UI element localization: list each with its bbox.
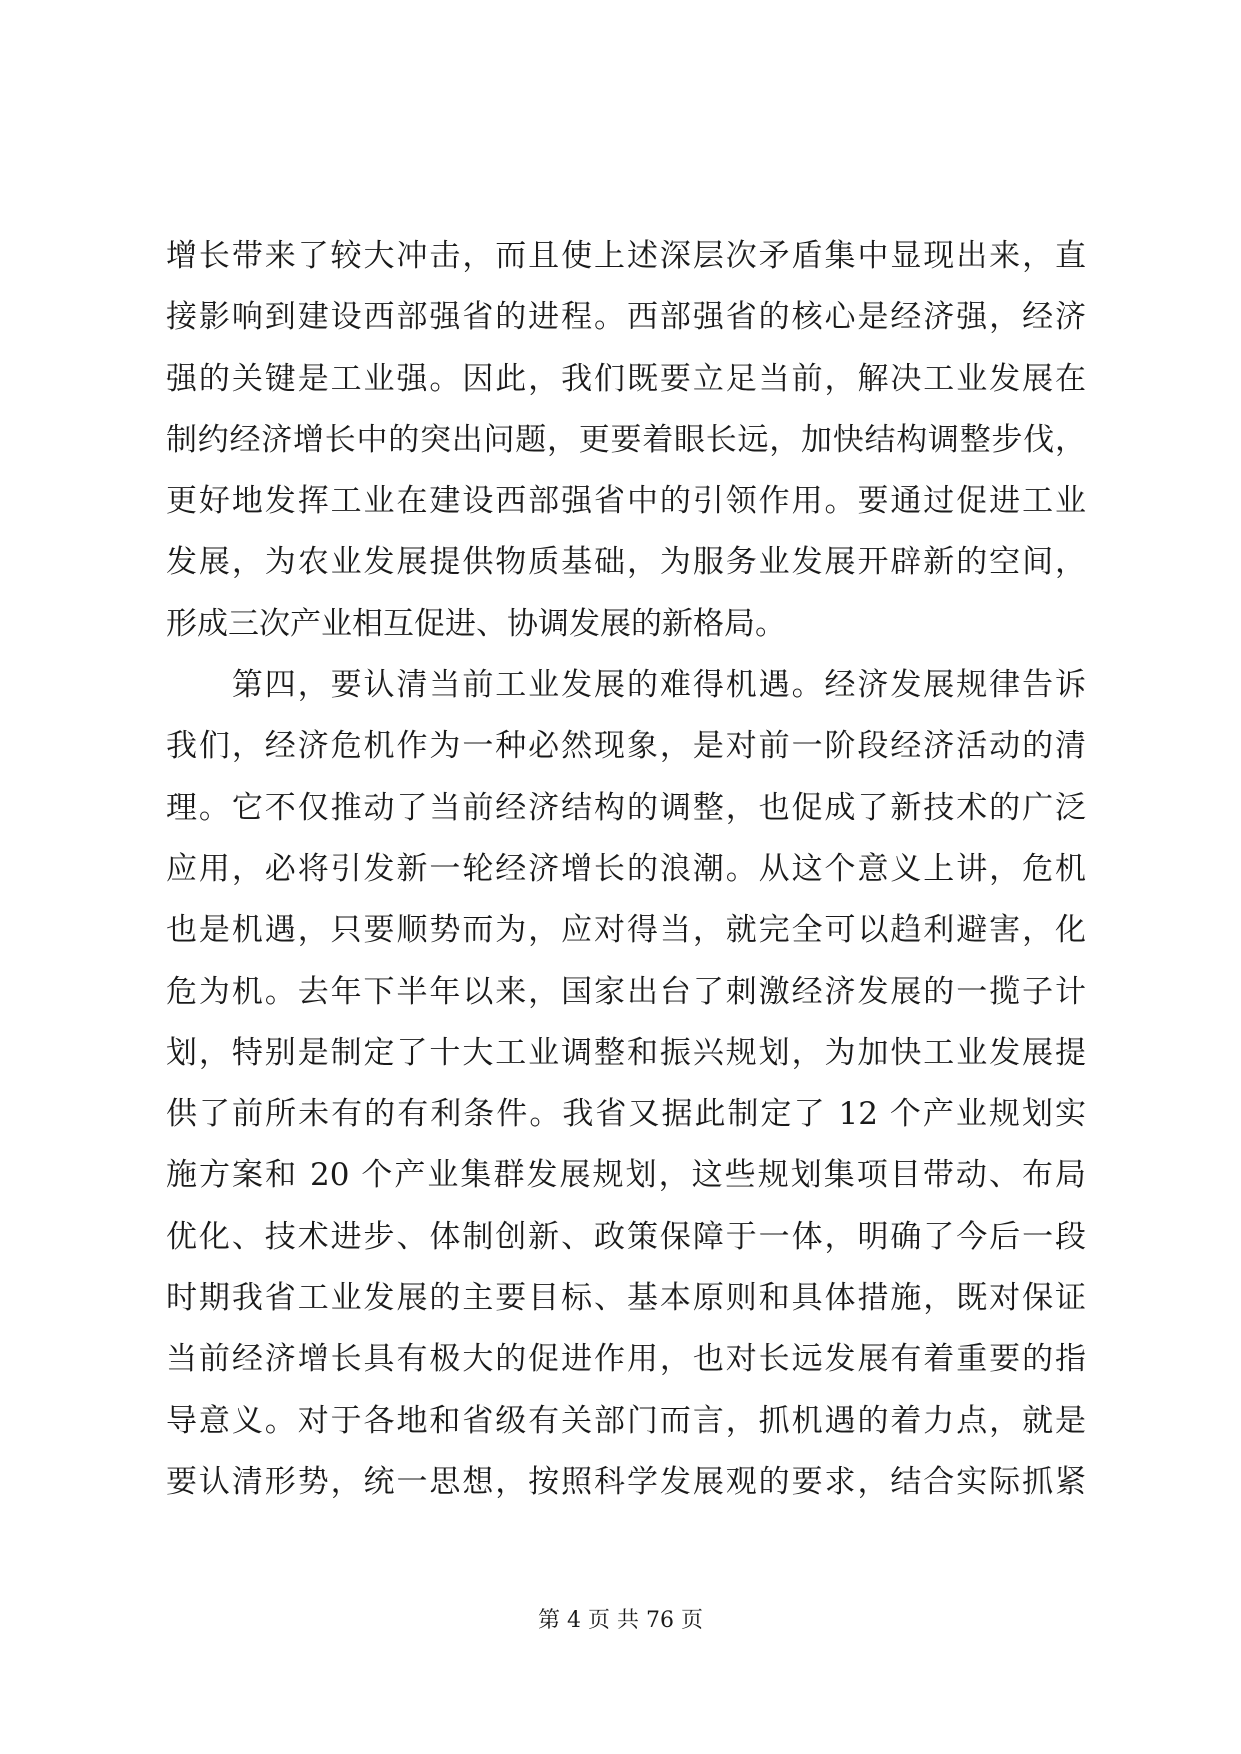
text-line: 应用，必将引发新一轮经济增长的浪潮。从这个意义上讲，危机: [166, 850, 1086, 887]
text-line: 制约经济增长中的突出问题，更要着眼长远，加快结构调整步伐，: [166, 421, 1086, 458]
text-line: 发展，为农业发展提供物质基础，为服务业发展开辟新的空间，: [166, 544, 1086, 581]
text-line: 划，特别是制定了十大工业调整和振兴规划，为加快工业发展提: [166, 1034, 1086, 1071]
text-line: 第四，要认清当前工业发展的难得机遇。经济发展规律告诉: [166, 667, 1086, 704]
body-text: [166, 226, 1086, 1513]
text-line: 理。它不仅推动了当前经济结构的调整，也促成了新技术的广泛: [166, 789, 1086, 826]
text-line: 危为机。去年下半年以来，国家出台了刺激经济发展的一揽子计: [166, 973, 1086, 1010]
text-line: 导意义。对于各地和省级有关部门而言，抓机遇的着力点，就是: [166, 1402, 1086, 1439]
text-line: 也是机遇，只要顺势而为，应对得当，就完全可以趋利避害，化: [166, 912, 1086, 949]
text-line: 形成三次产业相互促进、协调发展的新格局。: [166, 605, 786, 642]
text-line: 强的关键是工业强。因此，我们既要立足当前，解决工业发展在: [166, 360, 1086, 397]
page-number-footer: 第 4 页 共 76 页: [538, 1608, 703, 1633]
text-line: 优化、技术进步、体制创新、政策保障于一体，明确了今后一段: [166, 1218, 1086, 1255]
text-line: 更好地发挥工业在建设西部强省中的引领作用。要通过促进工业: [166, 483, 1086, 520]
text-line: 时期我省工业发展的主要目标、基本原则和具体措施，既对保证: [166, 1280, 1086, 1317]
text-line: 供了前所未有的有利条件。我省又据此制定了 12 个产业规划实: [166, 1096, 1086, 1133]
text-line: 施方案和 20 个产业集群发展规划，这些规划集项目带动、布局: [166, 1157, 1086, 1194]
text-line: 要认清形势，统一思想，按照科学发展观的要求，结合实际抓紧: [166, 1463, 1086, 1500]
text-line: 当前经济增长具有极大的促进作用，也对长远发展有着重要的指: [166, 1341, 1086, 1378]
text-line: 增长带来了较大冲击，而且使上述深层次矛盾集中显现出来，直: [166, 238, 1086, 274]
text-line: 接影响到建设西部强省的进程。西部强省的核心是经济强，经济: [166, 299, 1086, 336]
text-line: 我们，经济危机作为一种必然现象，是对前一阶段经济活动的清: [166, 728, 1086, 765]
